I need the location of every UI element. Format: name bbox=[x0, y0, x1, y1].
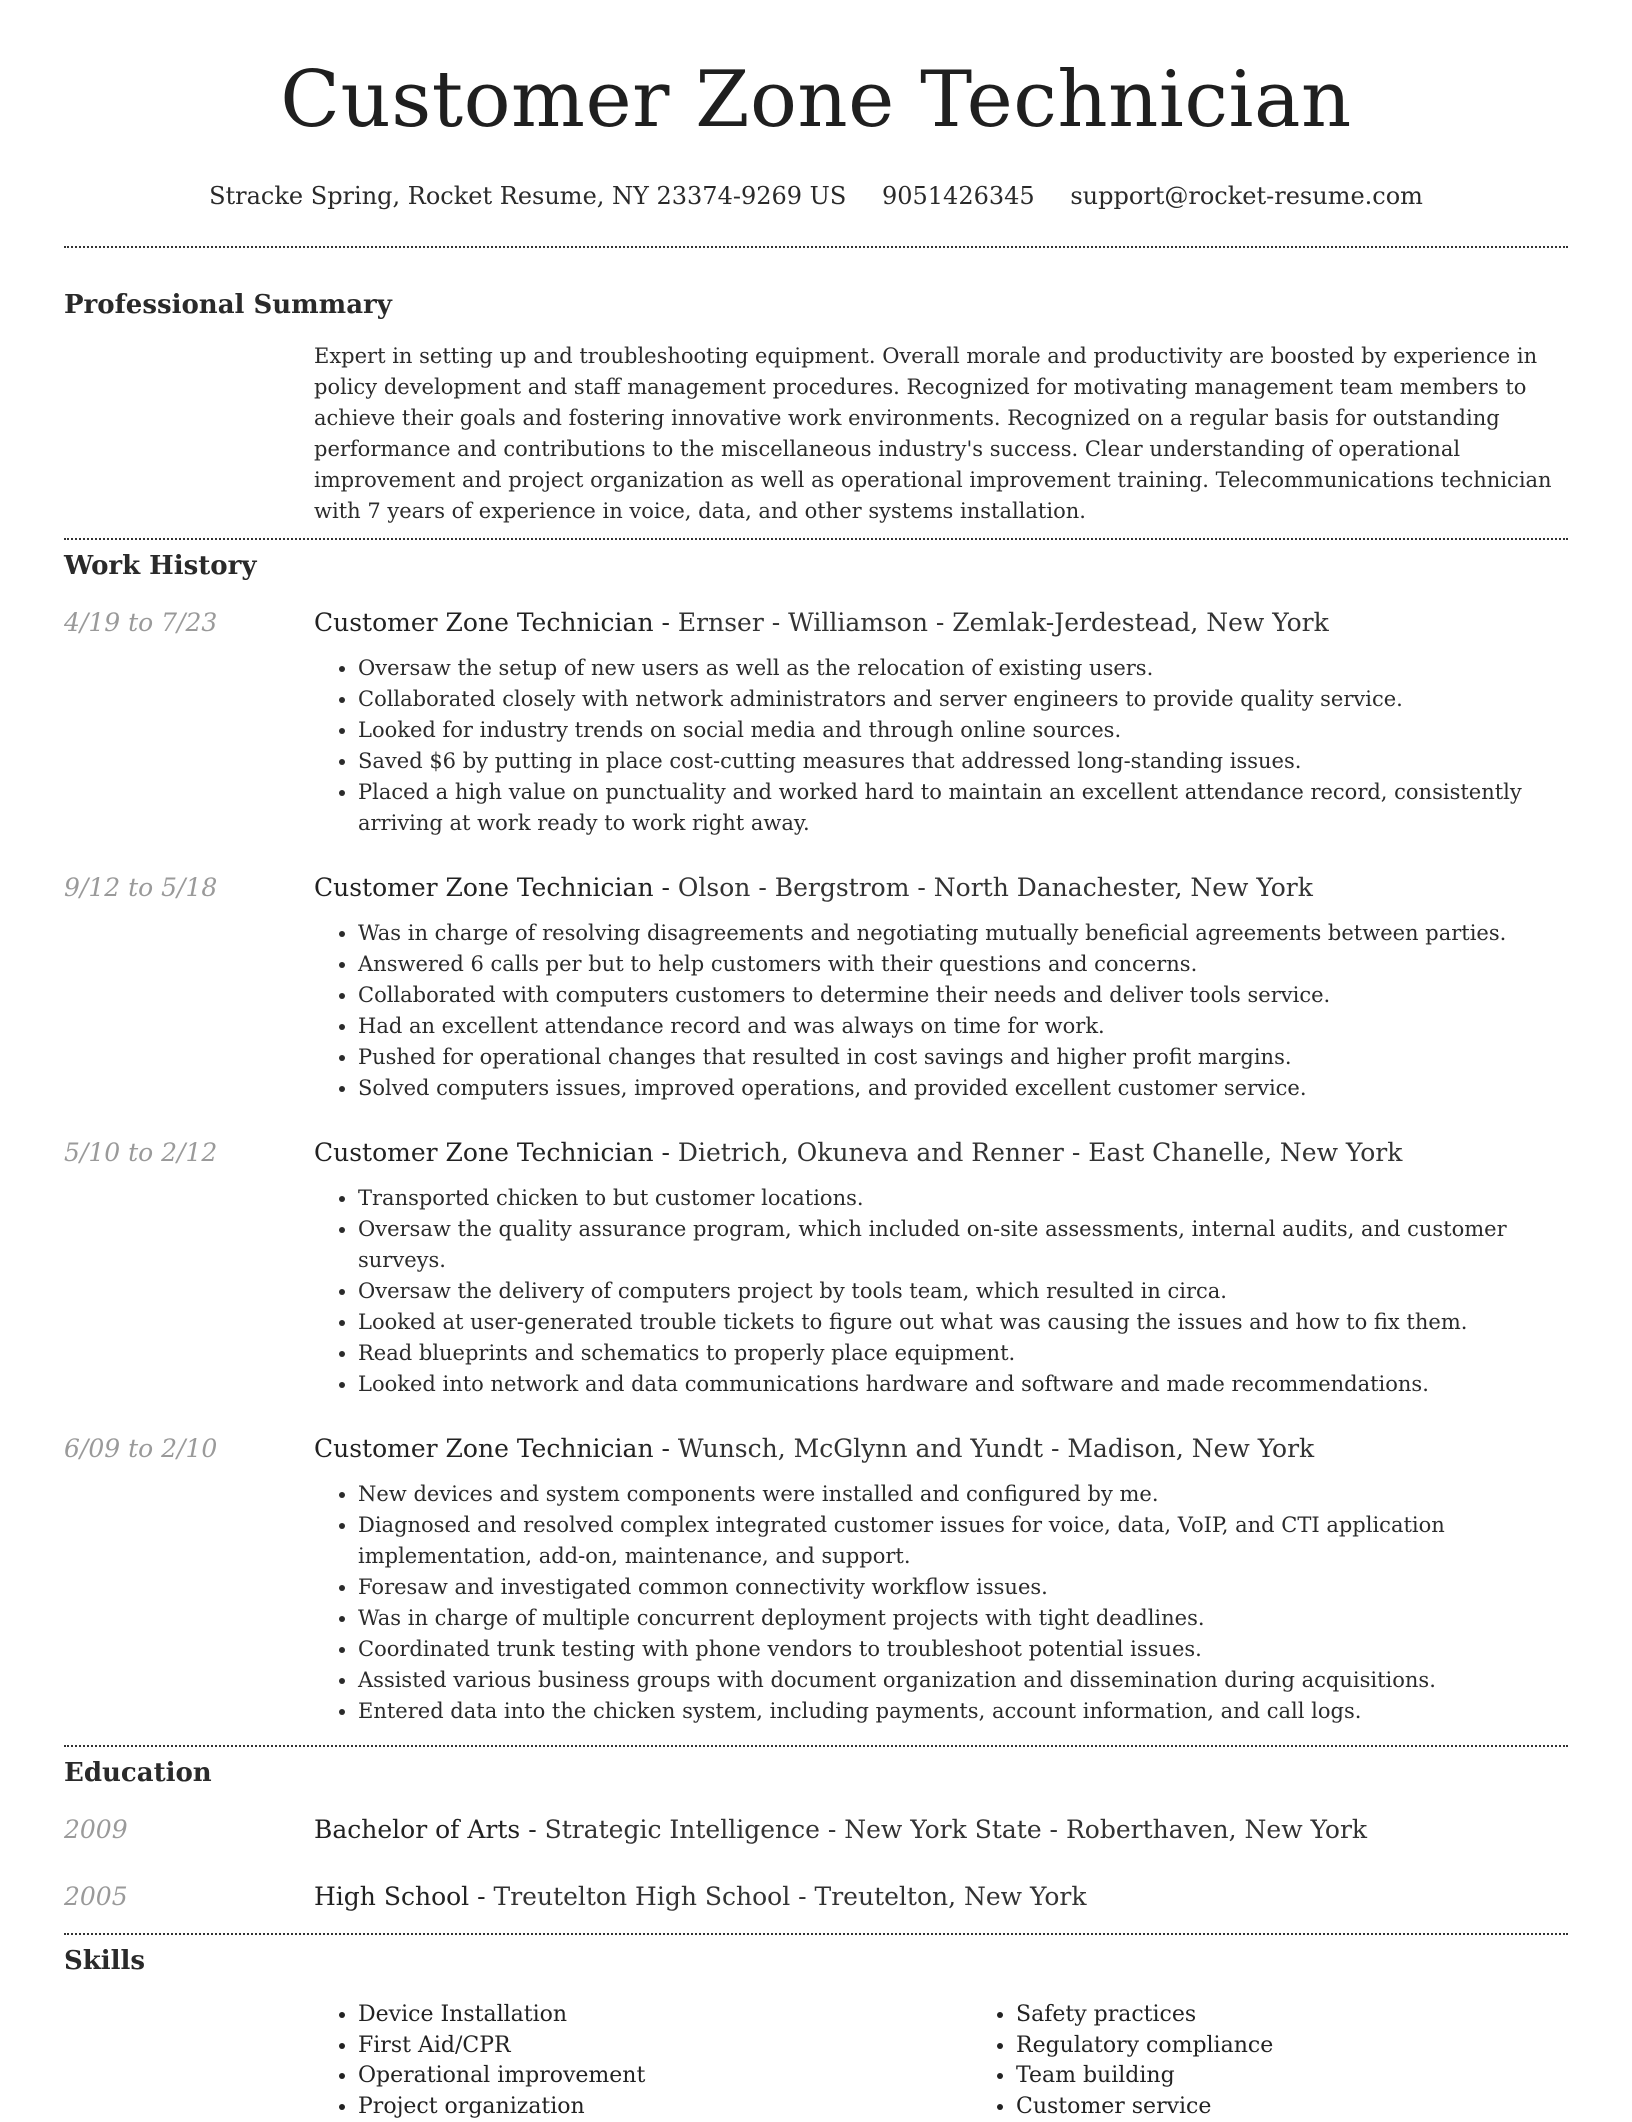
job-bullet: • Transported chicken to but customer locations. bbox=[358, 1183, 1568, 1214]
skill-item: • Safety practices bbox=[1016, 2000, 1630, 2031]
contact-line bbox=[64, 180, 1568, 212]
summary-section bbox=[64, 288, 1568, 527]
contact-email: support@rocket-resume.com bbox=[1070, 182, 1423, 210]
education-degree: High School bbox=[314, 1882, 469, 1911]
education-detail: Treutelton High School - Treutelton, New York bbox=[494, 1882, 1087, 1911]
job-company: Olson - Bergstrom - North Danachester, New York bbox=[678, 873, 1313, 902]
job-entry bbox=[64, 1433, 1568, 1727]
job-dates: 6/09 to 2/10 bbox=[64, 1433, 314, 1465]
work-history-title: Work History bbox=[64, 549, 1568, 583]
education-entry bbox=[64, 1881, 1568, 1913]
job-bullets bbox=[314, 653, 1568, 839]
job-dates: 5/10 to 2/12 bbox=[64, 1137, 314, 1169]
summary-left-spacer bbox=[64, 341, 314, 527]
skill-item: • Regulatory compliance bbox=[1016, 2031, 1630, 2062]
skill-item: • Device Installation bbox=[358, 2000, 972, 2031]
job-entry bbox=[64, 607, 1568, 839]
education-heading: High School - Treutelton High School - Treutelton, New York bbox=[314, 1881, 1568, 1913]
skill-item: • Team building bbox=[1016, 2061, 1630, 2092]
job-bullet: • Saved $6 by putting in place cost-cutting measures that addressed long-standing issues. bbox=[358, 746, 1568, 777]
skill-item: • First Aid/CPR bbox=[358, 2031, 972, 2062]
education-year: 2009 bbox=[64, 1814, 314, 1846]
job-bullet: • Pushed for operational changes that resulted in cost savings and higher profit margins. bbox=[358, 1042, 1568, 1073]
job-bullet: • Had an excellent attendance record and was always on time for work. bbox=[358, 1011, 1568, 1042]
job-bullet: • Foresaw and investigated common connectivity workflow issues. bbox=[358, 1572, 1568, 1603]
job-bullet: • Collaborated closely with network administrators and server engineers to provide quality service. bbox=[358, 684, 1568, 715]
job-bullet: • Oversaw the setup of new users as well as the relocation of existing users. bbox=[358, 653, 1568, 684]
job-bullet: • Was in charge of resolving disagreements and negotiating mutually beneficial agreements between parties. bbox=[358, 918, 1568, 949]
job-bullet: • Assisted various business groups with document organization and dissemination during acquisitions. bbox=[358, 1665, 1568, 1696]
job-heading: Customer Zone Technician - Ernser - Williamson - Zemlak-Jerdestead, New York bbox=[314, 607, 1568, 639]
job-bullet: • Read blueprints and schematics to properly place equipment. bbox=[358, 1338, 1568, 1369]
job-bullet: • Looked for industry trends on social media and through online sources. bbox=[358, 715, 1568, 746]
job-bullet: • Oversaw the delivery of computers project by tools team, which resulted in circa. bbox=[358, 1276, 1568, 1307]
education-entry bbox=[64, 1814, 1568, 1846]
job-title: Customer Zone Technician bbox=[314, 873, 654, 902]
resume-name: Customer Zone Technician bbox=[64, 0, 1568, 148]
summary-title: Professional Summary bbox=[64, 288, 1568, 322]
job-company: Dietrich, Okuneva and Renner - East Chanelle, New York bbox=[678, 1138, 1403, 1167]
contact-phone: 9051426345 bbox=[882, 182, 1035, 210]
skills-left-spacer bbox=[64, 2000, 314, 2122]
job-dates: 9/12 to 5/18 bbox=[64, 872, 314, 904]
work-history-section bbox=[64, 549, 1568, 1727]
job-heading: Customer Zone Technician - Dietrich, Okuneva and Renner - East Chanelle, New York bbox=[314, 1137, 1568, 1169]
education-section bbox=[64, 1756, 1568, 1913]
job-bullet: • Diagnosed and resolved complex integrated customer issues for voice, data, VoIP, and CTI application implementation, add-on, maintenance, and support. bbox=[358, 1510, 1568, 1572]
job-title: Customer Zone Technician bbox=[314, 608, 654, 637]
job-bullet: • Placed a high value on punctuality and worked hard to maintain an excellent attendance record, consistently arriving at work ready to work right away. bbox=[358, 777, 1568, 839]
skill-item: • Project organization bbox=[358, 2092, 972, 2122]
job-bullet: • New devices and system components were installed and configured by me. bbox=[358, 1479, 1568, 1510]
job-title: Customer Zone Technician bbox=[314, 1434, 654, 1463]
job-entry bbox=[64, 1137, 1568, 1400]
job-bullet: • Answered 6 calls per but to help customers with their questions and concerns. bbox=[358, 949, 1568, 980]
section-divider bbox=[64, 1933, 1568, 1935]
job-bullet: • Looked at user-generated trouble tickets to figure out what was causing the issues and how to fix them. bbox=[358, 1307, 1568, 1338]
skill-item: • Customer service bbox=[1016, 2092, 1630, 2122]
section-divider bbox=[64, 1745, 1568, 1747]
job-title: Customer Zone Technician bbox=[314, 1138, 654, 1167]
education-title: Education bbox=[64, 1756, 1568, 1790]
job-bullet: • Solved computers issues, improved operations, and provided excellent customer service. bbox=[358, 1073, 1568, 1104]
job-bullet: • Collaborated with computers customers to determine their needs and deliver tools service. bbox=[358, 980, 1568, 1011]
education-heading: Bachelor of Arts - Strategic Intelligence - New York State - Roberthaven, New York bbox=[314, 1814, 1568, 1846]
job-bullet: • Coordinated trunk testing with phone vendors to troubleshoot potential issues. bbox=[358, 1634, 1568, 1665]
skills-grid bbox=[314, 2000, 1630, 2122]
section-divider bbox=[64, 246, 1568, 248]
job-heading: Customer Zone Technician - Olson - Bergstrom - North Danachester, New York bbox=[314, 872, 1568, 904]
skills-title: Skills bbox=[64, 1944, 1568, 1978]
job-heading: Customer Zone Technician - Wunsch, McGlynn and Yundt - Madison, New York bbox=[314, 1433, 1568, 1465]
job-bullets bbox=[314, 1183, 1568, 1400]
job-company: Wunsch, McGlynn and Yundt - Madison, New York bbox=[678, 1434, 1314, 1463]
section-divider bbox=[64, 538, 1568, 540]
summary-text: Expert in setting up and troubleshooting equipment. Overall morale and productivity are boosted by experience in policy development and staff management procedures. Recognized for motivating management team members to achieve their goals and fostering innovative work environments. Recognized on a regular basis for outstanding performance and contributions to the miscellaneous industry's success. Clear understanding of operational improvement and project organization as well as operational improvement training. Telecommunications technician with 7 years of experience in voice, data, and other systems installation. bbox=[314, 341, 1568, 527]
job-entry bbox=[64, 872, 1568, 1104]
job-bullet: • Entered data into the chicken system, including payments, account information, and call logs. bbox=[358, 1696, 1568, 1727]
skill-item: • Operational improvement bbox=[358, 2061, 972, 2092]
job-dates: 4/19 to 7/23 bbox=[64, 607, 314, 639]
skills-section bbox=[64, 1944, 1568, 2122]
contact-address: Stracke Spring, Rocket Resume, NY 23374-9269 US bbox=[209, 182, 846, 210]
education-year: 2005 bbox=[64, 1881, 314, 1913]
skills-list-right bbox=[972, 2000, 1630, 2122]
job-company: Ernser - Williamson - Zemlak-Jerdestead, New York bbox=[678, 608, 1329, 637]
job-bullet: • Was in charge of multiple concurrent deployment projects with tight deadlines. bbox=[358, 1603, 1568, 1634]
education-degree: Bachelor of Arts bbox=[314, 1815, 520, 1844]
job-bullet: • Looked into network and data communications hardware and software and made recommendations. bbox=[358, 1369, 1568, 1400]
job-bullets bbox=[314, 1479, 1568, 1727]
resume-page bbox=[64, 0, 1568, 2122]
job-bullets bbox=[314, 918, 1568, 1104]
education-detail: Strategic Intelligence - New York State - Roberthaven, New York bbox=[545, 1815, 1367, 1844]
skills-list-left bbox=[314, 2000, 972, 2122]
job-bullet: • Oversaw the quality assurance program, which included on-site assessments, internal audits, and customer surveys. bbox=[358, 1214, 1568, 1276]
